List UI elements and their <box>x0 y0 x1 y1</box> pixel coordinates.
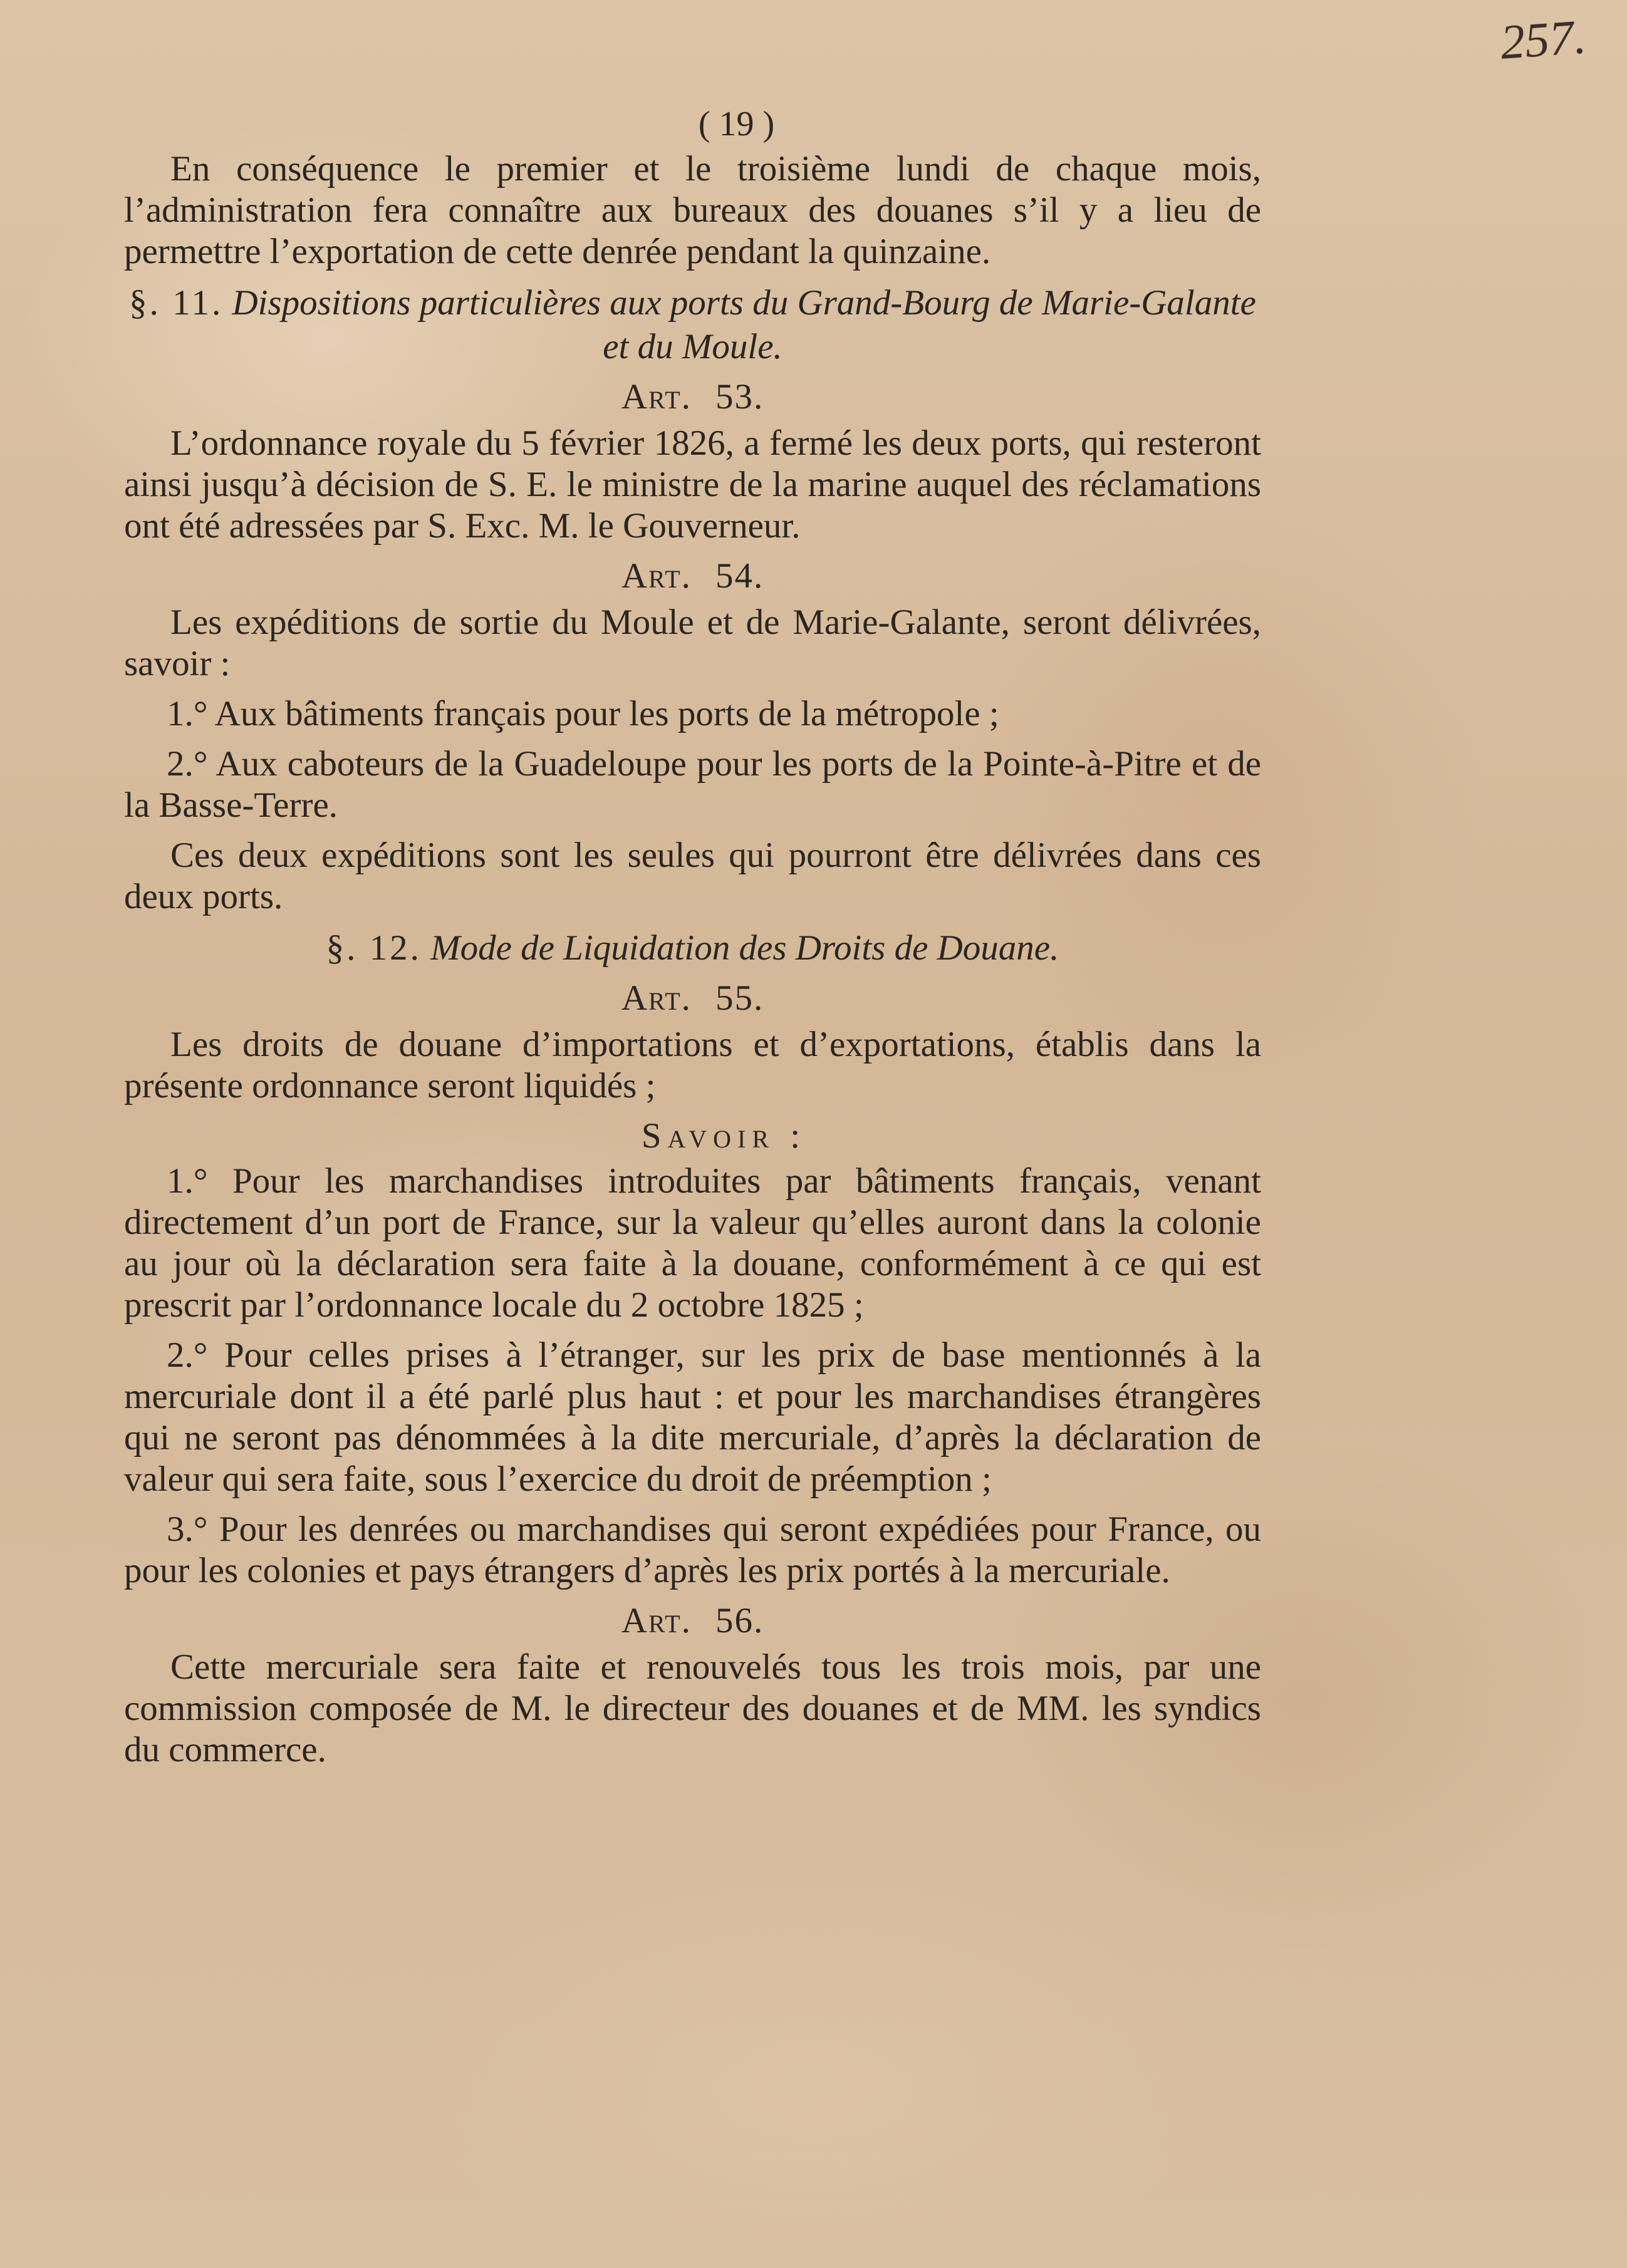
article-54-heading <box>124 556 1261 597</box>
article-54-item-1: 1.° Aux bâtiments français pour les ports de la métropole ; <box>167 694 999 733</box>
article-55-item-3: 3.° Pour les denrées ou marchandises qui seront expédiées pour France, ou pour les colonies et pays étrangers d’après les prix portés à la mercuriale. <box>124 1509 1261 1590</box>
article-55-item-1: 1.° Pour les marchandises introduites par bâtiments français, venant directement d’un port de France, sur la valeur qu’elles auront dans la colonie au jour où la déclaration sera faite à la douane, conformément à ce qui est prescrit par l’ordonnance locale du 2 octobre 1825 ; <box>124 1161 1261 1325</box>
article-53-text: L’ordonnance royale du 5 février 1826, a fermé les deux ports, qui resteront ainsi jusqu’à décision de S. E. le ministre de la marine auquel des réclamations ont été adressées par S. Exc. M. le Gouverneur. <box>124 423 1261 546</box>
page-number: ( 19 ) <box>698 105 775 143</box>
article-54-text: Les expéditions de sortie du Moule et de Marie-Galante, seront délivrées, savoir : <box>124 603 1261 683</box>
page-text <box>124 103 1261 1779</box>
article-55-item-2: 2.° Pour celles prises à l’étranger, sur les prix de base mentionnés à la mercuriale dont il a été parlé plus haut : et pour les marchandises étrangères qui ne seront pas dénommées à la dite mercuriale, d’après la déclaration de valeur qui sera faite, sous l’exercice du droit de préemption ; <box>124 1335 1261 1499</box>
section-12-title: Mode de Liquidation des Droits de Douane. <box>430 928 1059 968</box>
article-53-heading <box>124 376 1261 418</box>
article-55-text: Les droits de douane d’importations et d’exportations, établis dans la présente ordonnance seront liquidés ; <box>124 1025 1261 1106</box>
section-11-number: §. 11. <box>129 283 224 323</box>
article-56-label: Art. <box>621 1601 692 1640</box>
article-55-number: 55. <box>715 978 764 1018</box>
section-12-heading <box>124 926 1261 970</box>
section-12-number: §. 12. <box>326 928 422 968</box>
intro-paragraph: En conséquence le premier et le troisième lundi de chaque mois, l’administration fera connaître aux bureaux des douanes s’il y a lieu de permettre l’exportation de cette denrée pendant la quinzaine. <box>124 149 1261 271</box>
section-11-title: Dispositions particulières aux ports du Grand-Bourg de Marie-Galante et du Moule. <box>232 283 1256 366</box>
article-56-text: Cette mercuriale sera faite et renouvelés tous les trois mois, par une commission composée de M. le directeur des douanes et de MM. les syndics du commerce. <box>124 1647 1261 1769</box>
article-54-label: Art. <box>621 556 692 596</box>
article-53-label: Art. <box>621 377 692 417</box>
handwritten-folio-number: 257. <box>1499 9 1588 70</box>
section-11-heading <box>124 281 1261 369</box>
article-55-label: Art. <box>621 978 692 1018</box>
savoir-heading: Savoir : <box>641 1116 807 1156</box>
article-56-number: 56. <box>715 1601 764 1640</box>
article-53-number: 53. <box>715 377 764 417</box>
article-54-item-2: 2.° Aux caboteurs de la Guadeloupe pour les ports de la Pointe-à-Pitre et de la Basse-Terre. <box>124 744 1261 825</box>
article-55-heading <box>124 978 1261 1019</box>
article-54-closing: Ces deux expéditions sont les seules qui pourront être délivrées dans ces deux ports. <box>124 836 1261 916</box>
article-54-number: 54. <box>715 556 764 596</box>
article-56-heading <box>124 1600 1261 1642</box>
